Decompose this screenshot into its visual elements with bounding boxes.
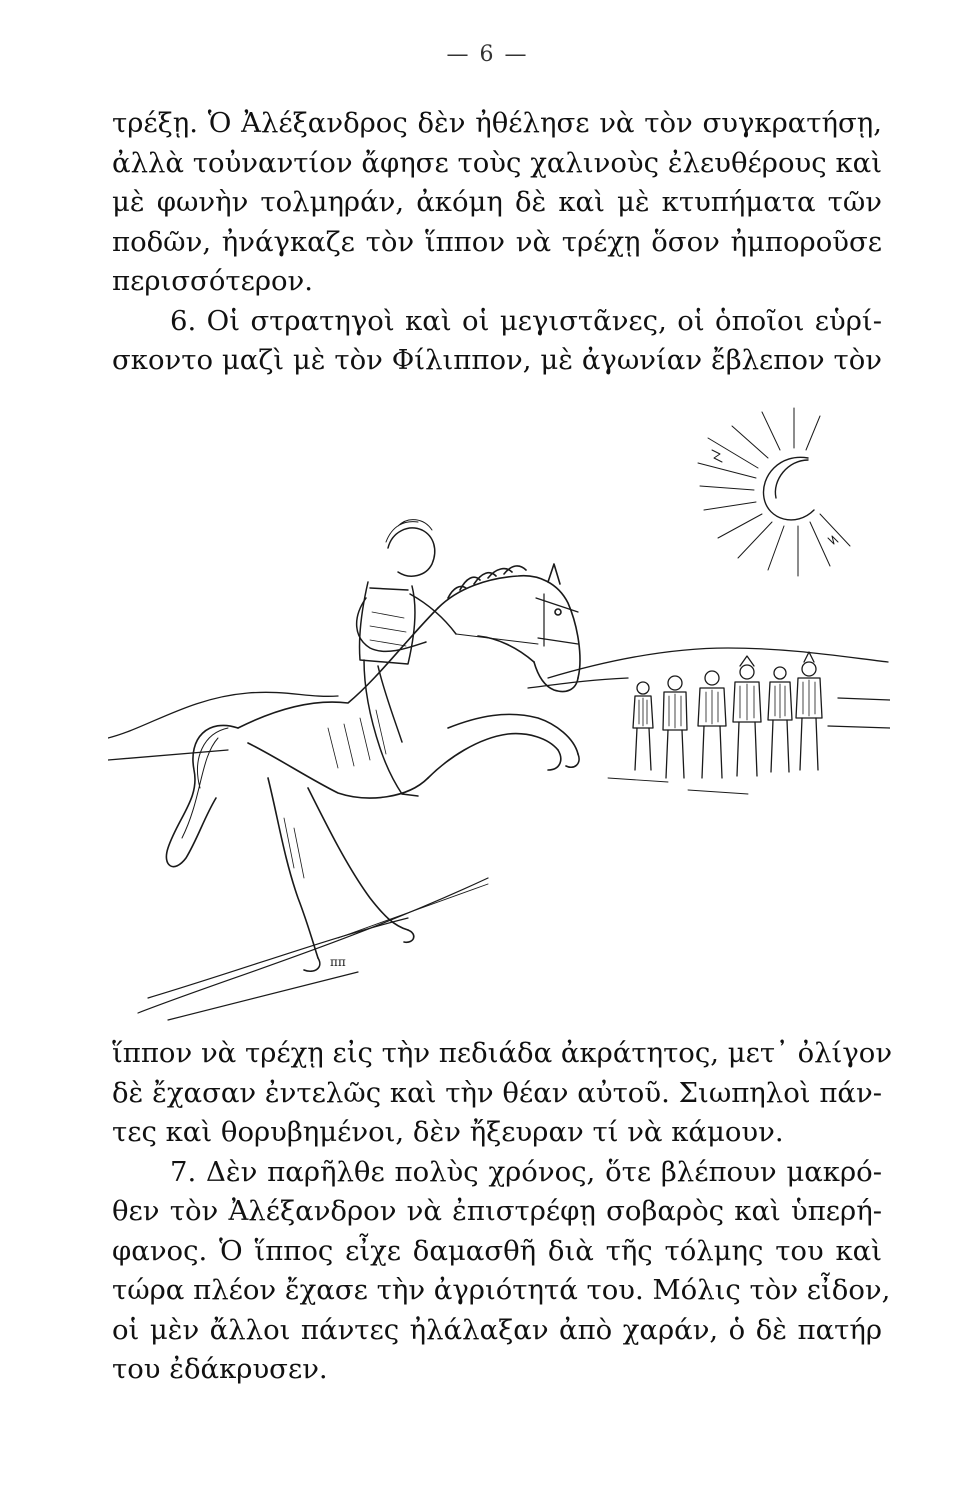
text-line: ἀλλὰ τοὐναντίον ἄφησε τοὺς χαλινοὺς ἐλευθέρους καὶ: [112, 146, 882, 179]
sun-drawing: [698, 408, 850, 576]
rider-drawing: [357, 520, 538, 796]
onlooker-figures: [633, 652, 822, 778]
top-paragraph-block: [112, 104, 882, 381]
text-line: του ἐδάκρυσεν.: [112, 1353, 328, 1385]
text-line: 6. Οἱ στρατηγοὶ καὶ οἱ μεγιστᾶνες, οἱ ὁποῖοι εὑρί-: [170, 304, 882, 337]
text-line: περισσότερον.: [112, 265, 314, 297]
page-number: — 6 —: [446, 42, 529, 67]
text-line: ποδῶν, ἠνάγκαζε τὸν ἵππον νὰ τρέχῃ ὅσον ἠμποροῦσε: [112, 225, 882, 258]
horse-drawing: [166, 564, 580, 971]
text-line: 7. Δὲν παρῆλθε πολὺς χρόνος, ὅτε βλέπουν μακρό-: [170, 1155, 882, 1188]
text-line: ἵππον νὰ τρέχῃ εἰς τὴν πεδιάδα ἀκράτητος, μετ᾽ ὀλίγον: [112, 1037, 893, 1069]
ground-lines: [138, 778, 748, 1020]
text-line: τες καὶ θορυβημένοι, δὲν ἤξευραν τί νὰ κάμουν.: [112, 1116, 784, 1148]
text-line: δὲ ἔχασαν ἐντελῶς καὶ τὴν θέαν αὐτοῦ. Σιωπηλοὶ πάν-: [112, 1076, 882, 1109]
bottom-paragraph-block: [112, 1034, 893, 1390]
text-line: μὲ φωνὴν τολμηράν, ἀκόμη δὲ καὶ μὲ κτυπήματα τῶν: [112, 186, 882, 218]
text-line: σκοντο μαζὶ μὲ τὸν Φίλιππον, μὲ ἀγωνίαν ἔβλεπον τὸν: [112, 344, 882, 376]
text-line: τρέξῃ. Ὁ Ἀλέξανδρος δὲν ἠθέλησε νὰ τὸν συγκρατήσῃ,: [112, 107, 882, 139]
text-line: θεν τὸν Ἀλέξανδρον νὰ ἐπιστρέφῃ σοβαρὸς καὶ ὑπερή-: [112, 1195, 882, 1227]
text-line: τώρα πλέον ἔχασε τὴν ἀγριότητά του. Μόλις τὸν εἶδον,: [112, 1274, 891, 1306]
illustration-horse-rider: [108, 398, 890, 1028]
text-line: φανος. Ὁ ἵππος εἶχε δαμασθῆ διὰ τῆς τόλμης του καὶ: [112, 1234, 882, 1267]
text-line: οἱ μὲν ἄλλοι πάντες ἠλάλαξαν ἀπὸ χαράν, ὁ δὲ πατήρ: [112, 1313, 882, 1346]
artist-signature: ππ: [330, 955, 346, 969]
